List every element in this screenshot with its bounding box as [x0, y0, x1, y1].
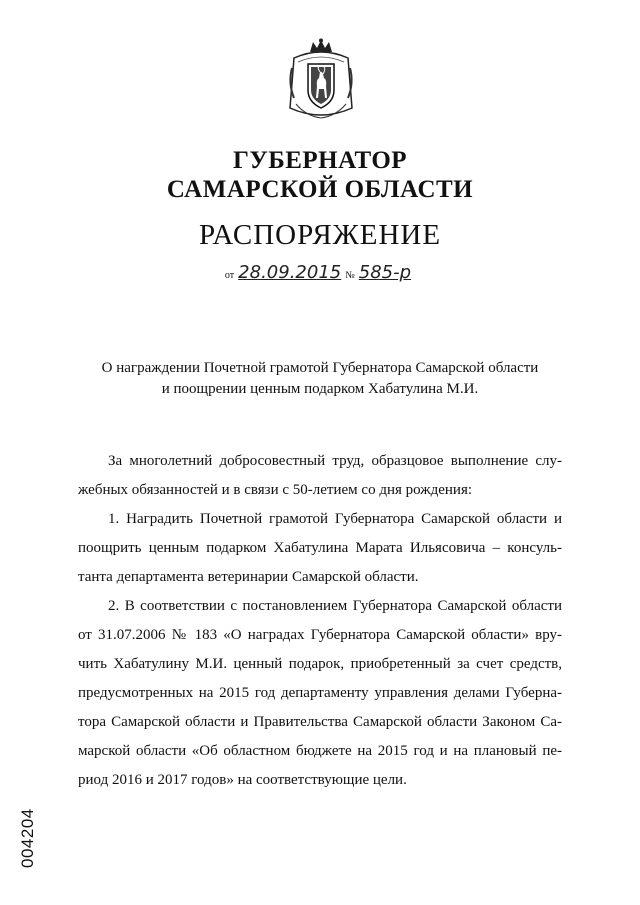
body-line: марской области «Об областном бюджете на 2015 год и на плановый пе-	[78, 743, 562, 759]
body-line: чить Хабатулину М.И. ценный подарок, приобретенный за счет средств,	[78, 656, 562, 672]
body-line: жебных обязанностей и в связи с 50-летием со дня рождения:	[78, 482, 473, 498]
body-line: риод 2016 и 2017 годов» на соответствующие цели.	[78, 772, 407, 788]
header-title-governor: ГУБЕРНАТОР	[232, 147, 408, 174]
body-line: 1. Наградить Почетной грамотой Губернатора Самарской области и	[108, 511, 562, 527]
handwritten-date: 28.09.2015	[238, 262, 342, 283]
document-serial-number: 004204	[18, 808, 37, 868]
subject-line: О награждении Почетной грамотой Губернатора Самарской области	[101, 360, 539, 376]
header-title-region: САМАРСКОЙ ОБЛАСТИ	[166, 176, 474, 203]
document-subject	[0, 358, 640, 400]
document-type-heading: РАСПОРЯЖЕНИЕ	[198, 219, 442, 251]
body-line: поощрить ценным подарком Хабатулина Марата Ильясовича – консуль-	[78, 540, 562, 556]
number-label: №	[345, 270, 355, 281]
body-line: от 31.07.2006 № 183 «О наградах Губернатора Самарской области» вру-	[78, 627, 562, 643]
body-line: 2. В соответствии с постановлением Губернатора Самарской области	[108, 598, 562, 614]
document-number-line	[0, 262, 640, 283]
from-label: от	[224, 270, 235, 281]
body-line: танта департамента ветеринарии Самарской области.	[78, 569, 419, 585]
body-line: тора Самарской области и Правительства Самарской области Законом Са-	[78, 714, 562, 730]
body-line: За многолетний добросовестный труд, образцовое выполнение слу-	[108, 453, 562, 469]
body-line: предусмотренных на 2015 год департаменту управления делами Губерна-	[78, 685, 562, 701]
document-body	[78, 447, 562, 795]
samara-coat-of-arms-emblem	[286, 38, 356, 124]
handwritten-number: 585-р	[358, 262, 412, 283]
subject-line: и поощрении ценным подарком Хабатулина М.И.	[161, 381, 479, 397]
